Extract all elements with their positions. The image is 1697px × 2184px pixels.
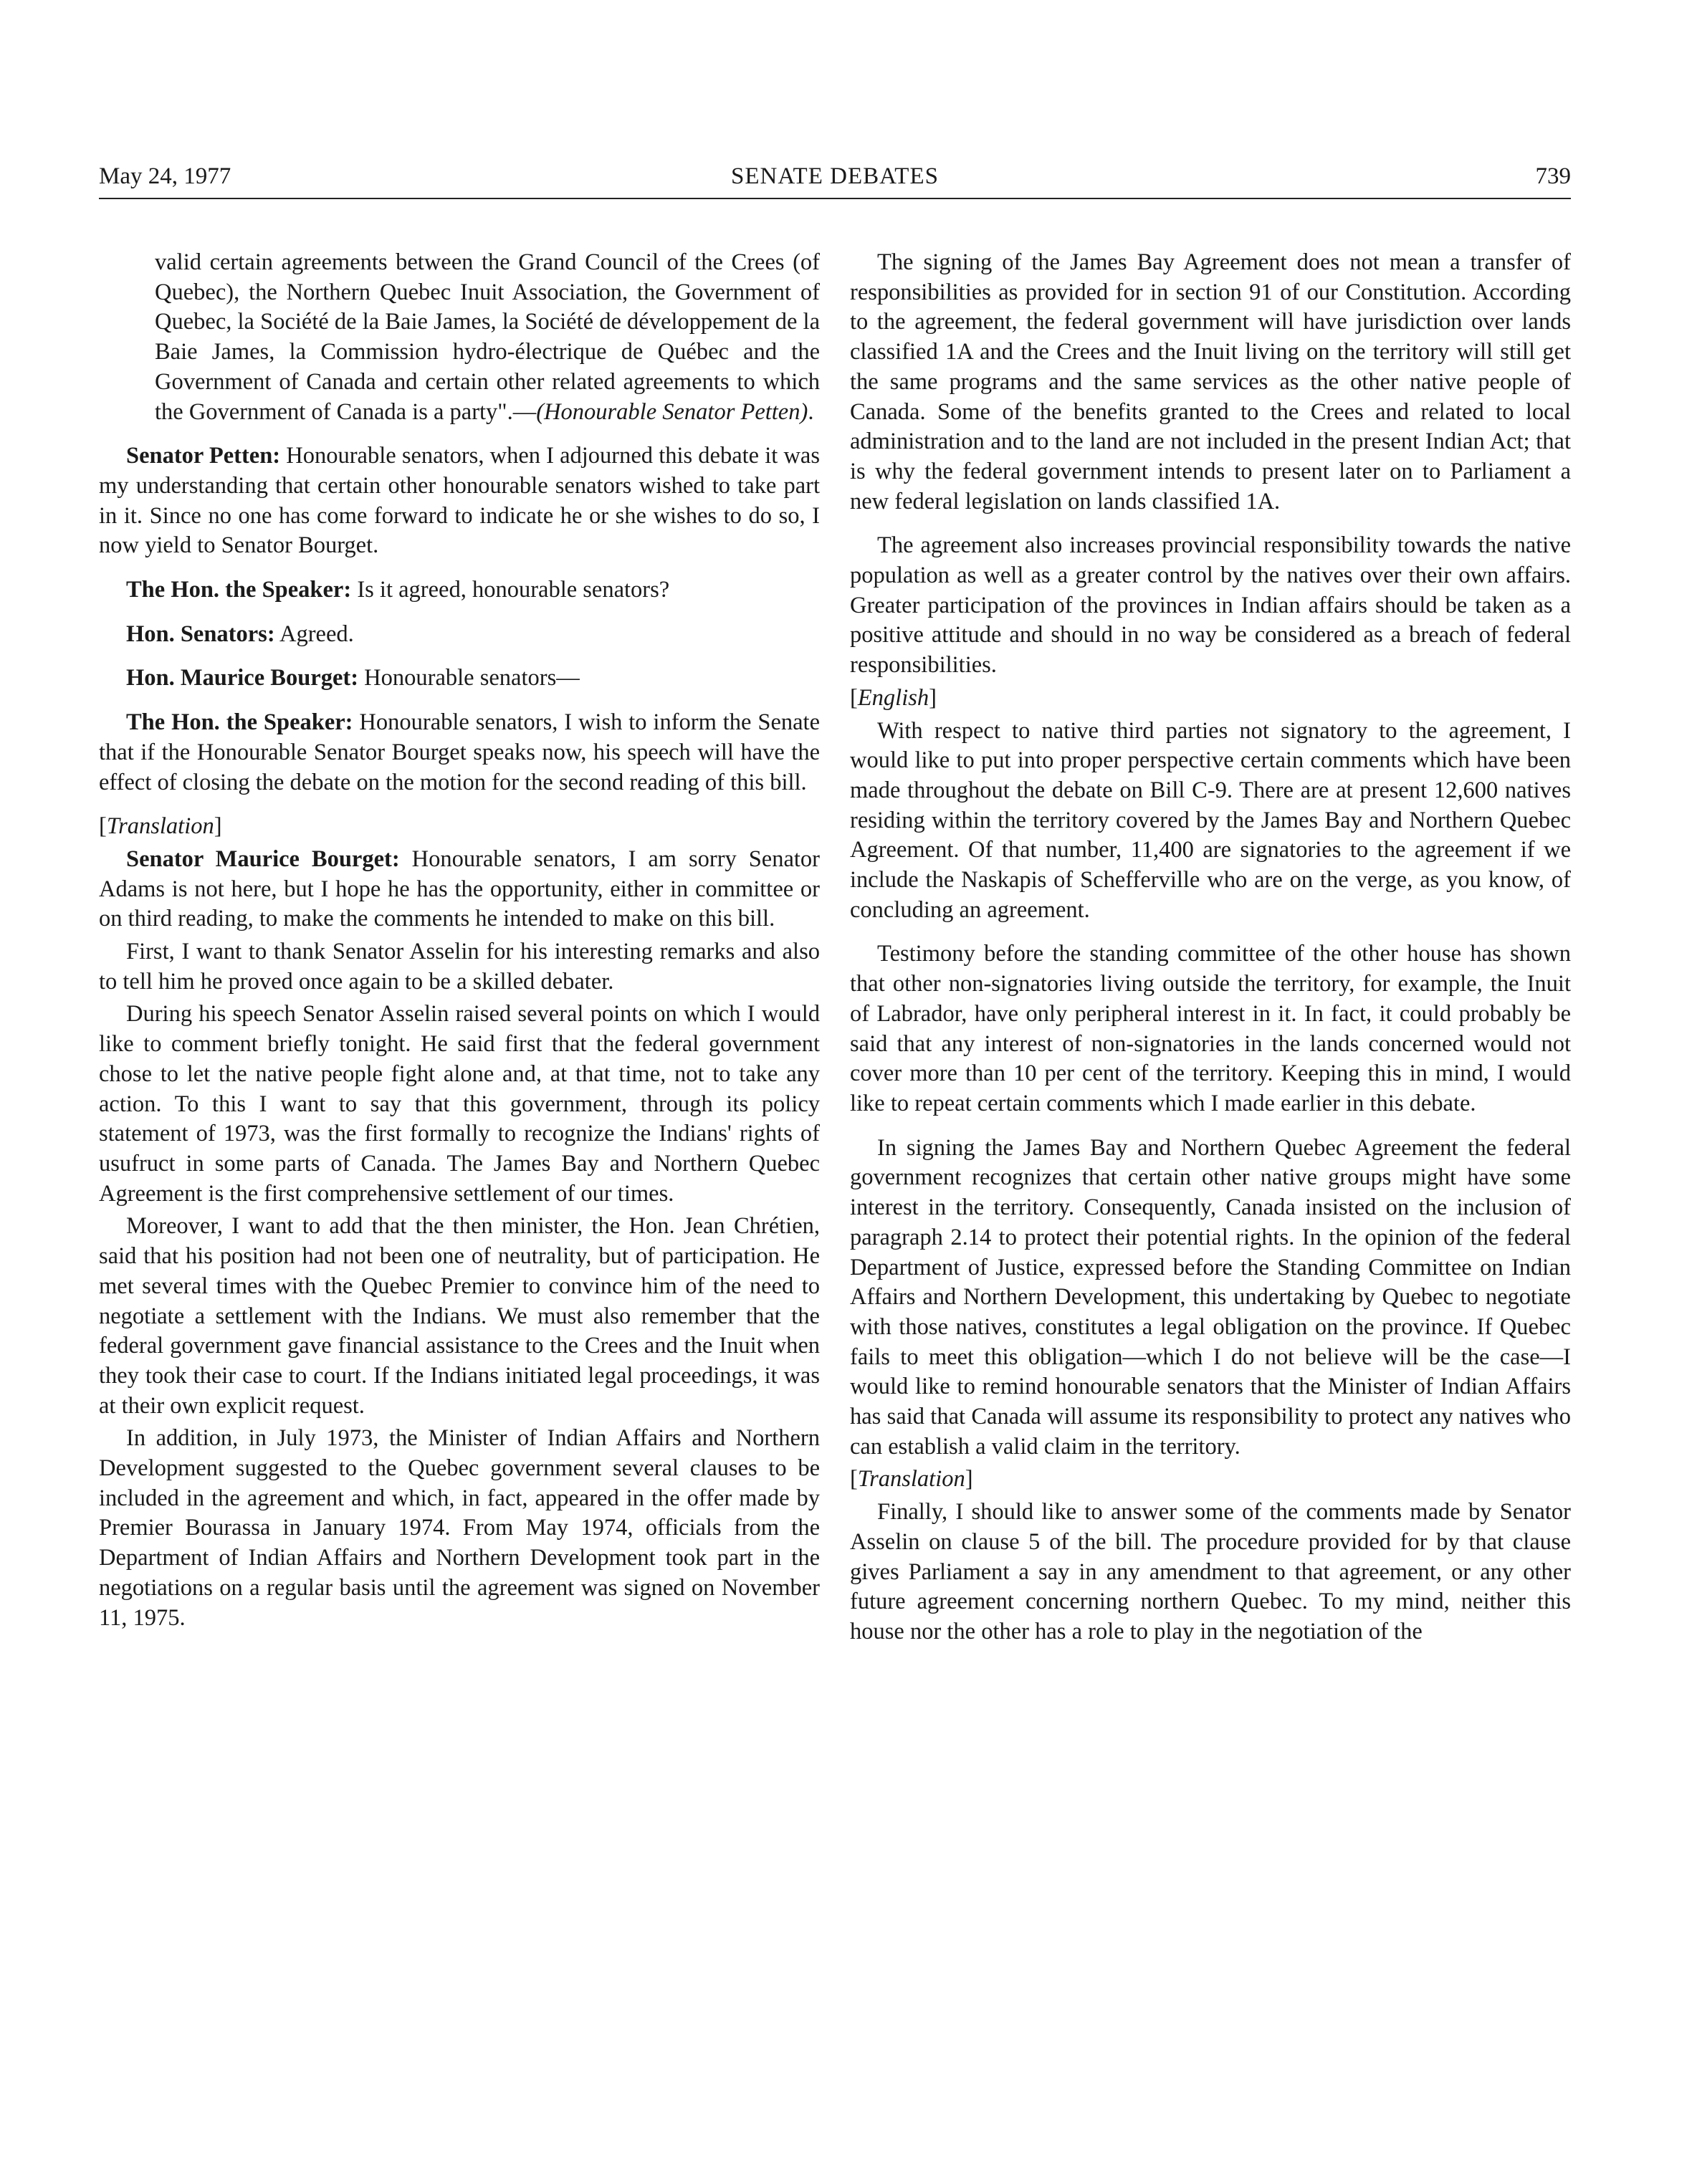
speech-text: Is it agreed, honourable senators? [351, 577, 670, 603]
language-label: English [857, 684, 929, 711]
paragraph [99, 845, 820, 934]
paragraph [99, 575, 820, 605]
header-page-number: 739 [1535, 163, 1571, 189]
paragraph: The signing of the James Bay Agreement does not mean a transfer of responsibilities as provided for in section 91 of our Constitution. According to the agreement, the federal government will have jurisdiction over lands classified 1A and the Crees and the Inuit living on the territory will still get the same programs and the same services as the other native people of Canada. Some of the benefits granted to the Crees and related to local administration and to the land are not included in the present Indian Act; that is why the federal government intends to present later on to Parliament a new federal legislation on lands classified 1A. [850, 249, 1571, 514]
language-marker: [Translation] [99, 813, 222, 840]
paragraph [99, 708, 820, 798]
speech-text: Honourable senators, I wish to inform the Senate that if the Honourable Senator Bourget speaks now, his speech will have the effect of closing the debate on the motion for the second reading of this bill. [99, 709, 820, 795]
speech-text: Honourable senators, when I adjourned this debate it was my understanding that certain other honourable senators wished to take part in it. Since no one has come forward to indicate he or she wishes to do so, I now yield to Senator Bourget. [99, 443, 820, 559]
header-title: SENATE DEBATES [731, 163, 939, 189]
speaker-name: Hon. Maurice Bourget: [126, 665, 359, 691]
paragraph: First, I want to thank Senator Asselin for his interesting remarks and also to tell him he proved once again to be a skilled debater. [99, 939, 820, 995]
speaker-name: The Hon. the Speaker: [126, 577, 352, 603]
quote-end: . [808, 398, 814, 425]
speech-text: Honourable senators— [358, 665, 580, 691]
speaker-name: Senator Maurice Bourget: [126, 846, 400, 872]
language-label: Translation [106, 813, 214, 840]
language-marker: [English] [850, 684, 937, 711]
paragraph: The agreement also increases provincial responsibility towards the native population as well as a greater control by the natives over their own affairs. Greater participation of the provinces in Indian affairs should be taken as a positive attitude and should in no way be considered as a breach of federal responsibilities. [850, 532, 1571, 679]
language-label: Translation [857, 1466, 965, 1493]
speech-text: Agreed. [274, 621, 354, 647]
paragraph [99, 441, 820, 561]
right-column [850, 248, 1571, 1650]
motion-quote [155, 248, 820, 427]
paragraph: In addition, in July 1973, the Minister of Indian Affairs and Northern Development suggested to the Quebec government several clauses to be included in the agreement and which, in fact, appeared in the offer made by Premier Bourassa in January 1974. From May 1974, officials from the Department of Indian Affairs and Northern Development took part in the negotiations on a regular basis until the agreement was signed on November 11, 1975. [99, 1425, 820, 1631]
paragraph: Testimony before the standing committee of the other house has shown that other non-signatories living outside the territory, for example, the Inuit of Labrador, have only peripheral interest in it. In fact, it could probably be said that any interest of non-signatories in the lands concerned would not cover more than 10 per cent of the territory. Keeping this in mind, I would like to repeat certain comments which I made earlier in this debate. [850, 941, 1571, 1116]
page-header [99, 163, 1571, 196]
paragraph [99, 620, 820, 650]
paragraph: During his speech Senator Asselin raised several points on which I would like to comment briefly tonight. He said first that the federal government chose to let the native people fight alone and, at that time, not to take any action. To this I want to say that this government, through its policy statement of 1973, was the first formally to recognize the Indians' rights of usufruct in some parts of Canada. The James Bay and Northern Quebec Agreement is the first comprehensive settlement of our times. [99, 1001, 820, 1207]
language-marker: [Translation] [850, 1466, 973, 1493]
speech-text: Honourable senators, I am sorry Senator Adams is not here, but I hope he has the opportunity, either in committee or on third reading, to make the comments he intended to make on this bill. [99, 846, 820, 932]
speaker-name: The Hon. the Speaker: [126, 709, 353, 736]
left-column [99, 248, 820, 1636]
paragraph: Moreover, I want to add that the then minister, the Hon. Jean Chrétien, said that his position had not been one of neutrality, but of participation. He met several times with the Quebec Premier to convince him of the need to negotiate a settlement with the Indians. We must also remember that the federal government gave financial assistance to the Crees and the Inuit when they took their case to court. If the Indians initiated legal proceedings, it was at their own explicit request. [99, 1213, 820, 1419]
paragraph: In signing the James Bay and Northern Quebec Agreement the federal government recognizes that certain other native groups might have some interest in the territory. Consequently, Canada insisted on the inclusion of paragraph 2.14 to protect their potential rights. In the opinion of the federal Department of Justice, expressed before the Standing Committee on Indian Affairs and Northern Development, this undertaking by Quebec to negotiate with those natives, constitutes a legal obligation on the province. If Quebec fails to meet this obligation—which I do not believe will be the case—I would like to remind honourable senators that the Minister of Indian Affairs has said that Canada will assume its responsibility to protect any natives who can establish a valid claim in the territory. [850, 1134, 1571, 1460]
header-date: May 24, 1977 [99, 163, 231, 189]
header-rule [99, 198, 1571, 199]
paragraph: With respect to native third parties not signatory to the agreement, I would like to put into proper perspective certain comments which have been made throughout the debate on Bill C-9. There are at present 12,600 natives residing within the territory covered by the James Bay and Northern Quebec Agreement. Of that number, 11,400 are signatories to the agreement if we include the Naskapis of Schefferville who are on the verge, as you know, of concluding an agreement. [850, 717, 1571, 923]
speaker-name: Senator Petten: [126, 443, 281, 469]
speaker-name: Hon. Senators: [126, 621, 275, 647]
quote-text: valid certain agreements between the Grand Council of the Crees (of Quebec), the Northern Quebec Inuit Association, the Government of Quebec, la Société de la Baie James, la Société de développement de la Baie James, la Commission hydro-électrique de Québec and the Government of Canada and certain other related agreements to which the Government of Canada is a party".— [155, 249, 820, 425]
paragraph: Finally, I should like to answer some of the comments made by Senator Asselin on clause 5 of the bill. The procedure provided for by that clause gives Parliament a say in any amendment to that agreement, or any other future agreement concerning northern Quebec. To my mind, neither this house nor the other has a role to play in the negotiation of the [850, 1499, 1571, 1644]
quote-attribution: (Honourable Senator Petten) [536, 398, 808, 425]
paragraph [99, 664, 820, 694]
